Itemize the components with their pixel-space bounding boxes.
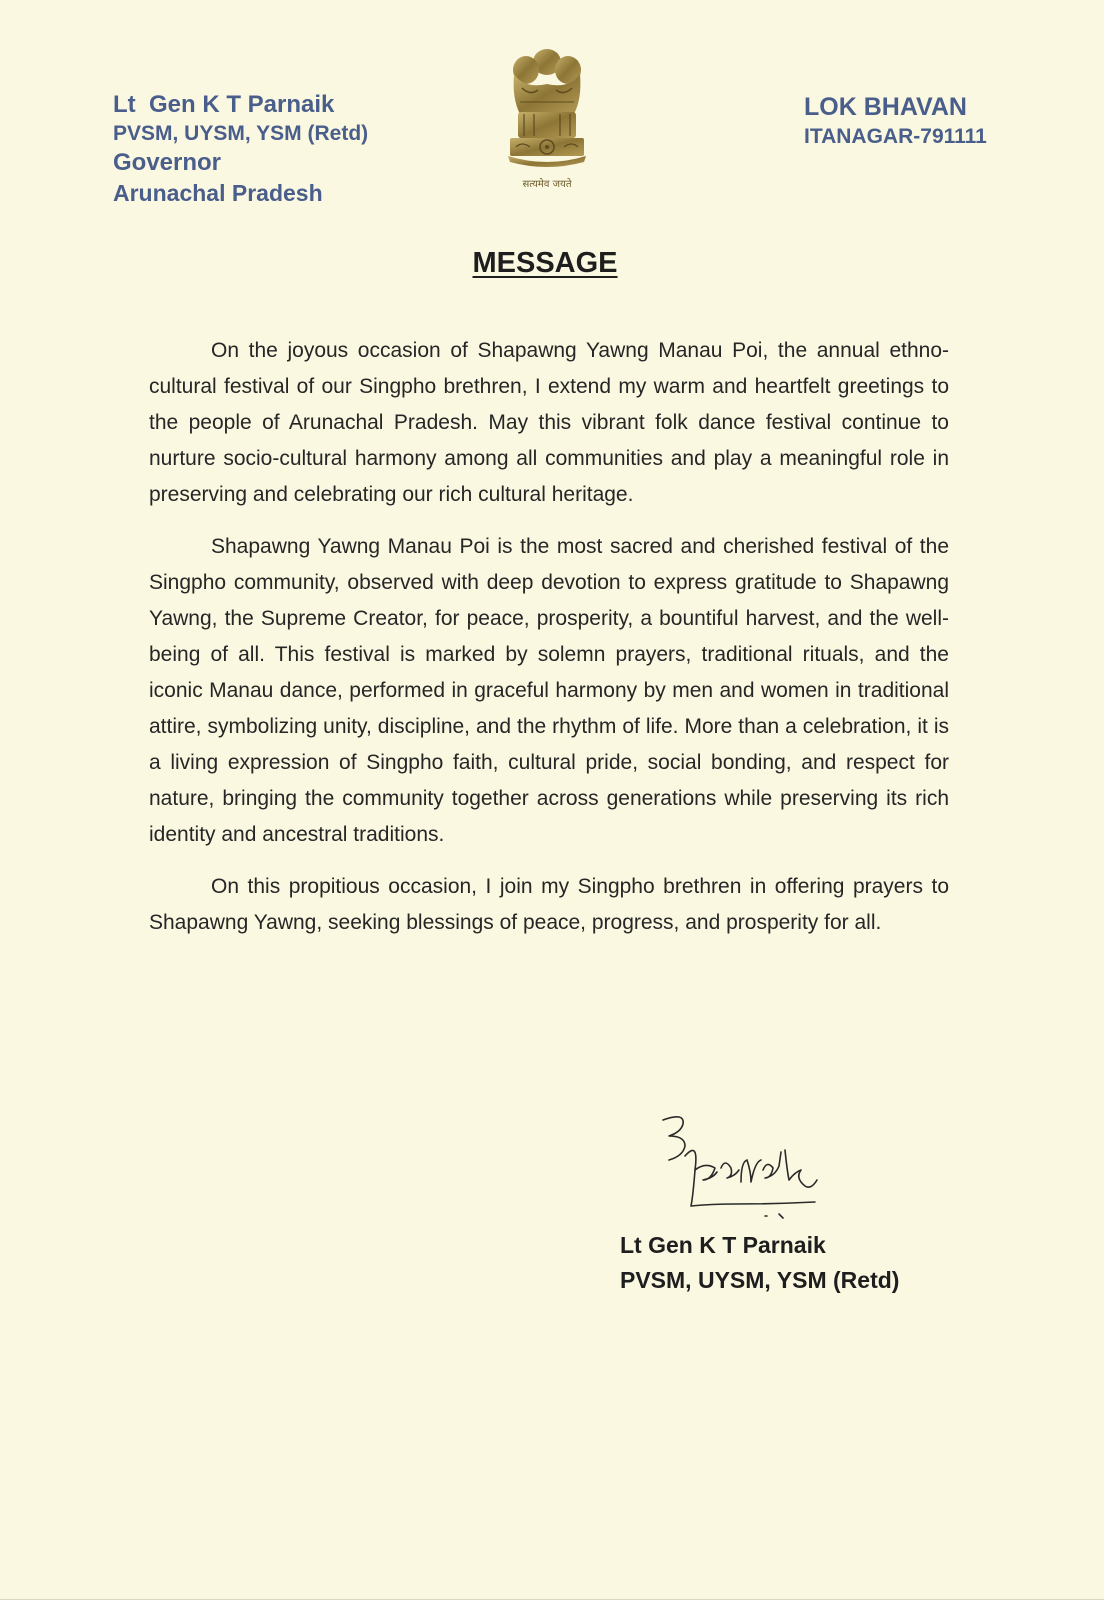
- letterhead-left: [113, 90, 368, 208]
- governor-name: Lt Gen K T Parnaik: [113, 91, 335, 118]
- signatory-decorations: PVSM, UYSM, YSM (Retd): [620, 1267, 900, 1293]
- handwritten-signature: [655, 1110, 835, 1230]
- national-emblem-icon: [500, 44, 594, 194]
- message-title: [0, 247, 1090, 280]
- paragraph-1: On the joyous occasion of Shapawng Yawng Manau Poi, the annual ethno-cultural festival of our Singpho brethren, I extend my warm and heartfelt greetings to the people of Arunachal Pradesh. May this vibrant folk dance festival continue to nurture socio-cultural harmony among all communities and play a meaningful role in preserving and celebrating our rich cultural heritage.: [149, 339, 949, 506]
- governor-designation: Governor: [113, 149, 222, 176]
- message-title-text: MESSAGE: [472, 247, 618, 279]
- signatory-name: Lt Gen K T Parnaik: [620, 1232, 826, 1258]
- letterhead-right: [804, 92, 987, 152]
- office-address: ITANAGAR-791111: [804, 125, 987, 148]
- paragraph-3: On this propitious occasion, I join my Singpho brethren in offering prayers to Shapawng Yawng, seeking blessings of peace, progress, and prosperity for all.: [149, 875, 949, 934]
- signatory-block: [620, 1228, 899, 1298]
- paragraph-2: Shapawng Yawng Manau Poi is the most sacred and cherished festival of the Singpho community, observed with deep devotion to express gratitude to Shapawng Yawng, the Supreme Creator, for peace, prosperity, a bountiful harvest, and the well-being of all. This festival is marked by solemn prayers, traditional rituals, and the iconic Manau dance, performed in graceful harmony by men and women in traditional attire, symbolizing unity, discipline, and the rhythm of life. More than a celebration, it is a living expression of Singpho faith, cultural pride, social bonding, and respect for nature, bringing the community together across generations while preserving its rich identity and ancestral traditions.: [149, 535, 949, 846]
- message-body: [149, 333, 949, 957]
- office-name: LOK BHAVAN: [804, 93, 967, 121]
- governor-decorations: PVSM, UYSM, YSM (Retd): [113, 122, 369, 145]
- governor-state: Arunachal Pradesh: [113, 180, 323, 206]
- emblem-motto: सत्यमेव जयते: [522, 179, 572, 190]
